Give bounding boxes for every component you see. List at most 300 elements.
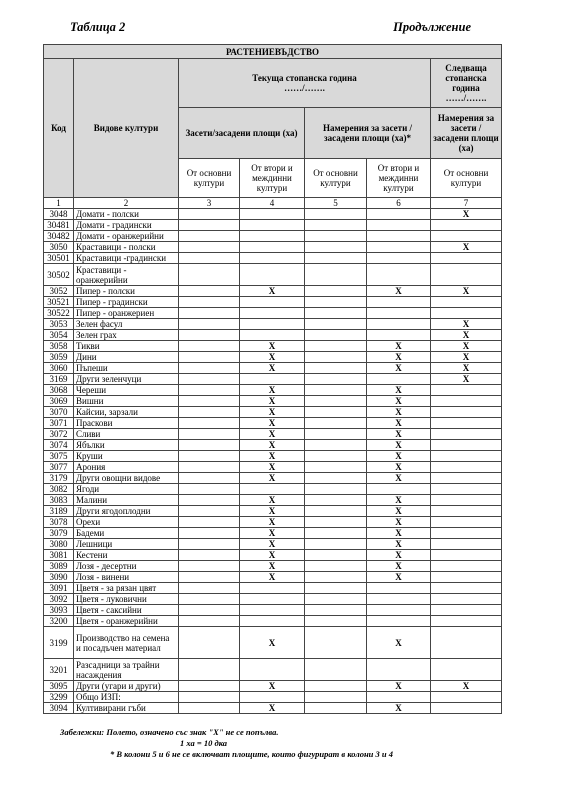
row-crop-name: Лозя - винени [74,572,179,583]
row-c6[interactable]: X [367,506,431,517]
row-c6[interactable] [367,605,431,616]
row-c7[interactable] [431,703,502,714]
table-row [44,319,502,330]
row-c3[interactable] [179,659,240,681]
row-c6[interactable] [367,209,431,220]
row-c3[interactable] [179,550,240,561]
row-c4[interactable]: X [240,385,305,396]
next-year-label: Следваща стопанска година [445,63,487,93]
row-code: 30522 [44,308,74,319]
row-c3[interactable] [179,594,240,605]
row-code: 3060 [44,363,74,374]
table-row [44,297,502,308]
row-c6[interactable] [367,220,431,231]
table-row [44,374,502,385]
row-c5[interactable] [305,605,367,616]
row-c7[interactable] [431,495,502,506]
row-c5[interactable] [305,451,367,462]
table-row [44,561,502,572]
row-c7[interactable] [431,550,502,561]
row-c5[interactable] [305,440,367,451]
row-c5[interactable] [305,583,367,594]
row-c4[interactable]: X [240,429,305,440]
row-code: 3074 [44,440,74,451]
row-c5[interactable] [305,681,367,692]
row-c4[interactable] [240,264,305,286]
row-code: 3200 [44,616,74,627]
next-intended-header: Намерения за засети /засадени площи (ха) [431,108,502,159]
row-c6[interactable]: X [367,627,431,659]
row-c6[interactable]: X [367,473,431,484]
table-row [44,396,502,407]
table-row [44,242,502,253]
row-crop-name: Пипер - градински [74,297,179,308]
row-c4[interactable]: X [240,341,305,352]
row-c5[interactable] [305,341,367,352]
table-row [44,605,502,616]
row-c3[interactable] [179,495,240,506]
row-crop-name: Череши [74,385,179,396]
row-c5[interactable] [305,594,367,605]
col-number: 4 [240,198,305,209]
row-c5[interactable] [305,385,367,396]
row-c7[interactable] [431,616,502,627]
row-c7[interactable] [431,220,502,231]
row-c5[interactable] [305,473,367,484]
table-row [44,616,502,627]
row-c3[interactable] [179,572,240,583]
row-c3[interactable] [179,462,240,473]
row-c6[interactable] [367,583,431,594]
row-code: 3090 [44,572,74,583]
table-row [44,220,502,231]
row-c4[interactable]: X [240,352,305,363]
row-c4[interactable]: X [240,473,305,484]
row-crop-name: Други (угари и други) [74,681,179,692]
table-row [44,330,502,341]
row-c7[interactable] [431,264,502,286]
row-c7[interactable] [431,462,502,473]
c5-header: От основни култури [305,159,367,198]
row-c7[interactable] [431,451,502,462]
row-c6[interactable]: X [367,385,431,396]
row-c3[interactable] [179,451,240,462]
row-c7[interactable]: X [431,341,502,352]
row-c3[interactable] [179,506,240,517]
table-row [44,308,502,319]
row-c5[interactable] [305,308,367,319]
row-c6[interactable]: X [367,286,431,297]
row-c3[interactable] [179,583,240,594]
row-c6[interactable]: X [367,396,431,407]
row-c6[interactable] [367,594,431,605]
row-crop-name: Разсадници за трайни насаждения [74,659,179,681]
row-c5[interactable] [305,550,367,561]
row-c7[interactable]: X [431,319,502,330]
row-c4[interactable] [240,594,305,605]
row-c3[interactable] [179,297,240,308]
row-c5[interactable] [305,319,367,330]
row-c3[interactable] [179,231,240,242]
row-c4[interactable] [240,253,305,264]
row-crop-name: Дини [74,352,179,363]
c7-header: От основни култури [431,159,502,198]
table-row [44,286,502,297]
row-c3[interactable] [179,396,240,407]
row-code: 30482 [44,231,74,242]
row-c7[interactable]: X [431,352,502,363]
row-c5[interactable] [305,286,367,297]
row-c4[interactable]: X [240,681,305,692]
row-c5[interactable] [305,407,367,418]
table-row [44,264,502,286]
row-c7[interactable] [431,539,502,550]
row-c6[interactable]: X [367,681,431,692]
row-code: 3169 [44,374,74,385]
row-c7[interactable] [431,396,502,407]
row-c5[interactable] [305,297,367,308]
row-c6[interactable]: X [367,440,431,451]
row-c6[interactable]: X [367,418,431,429]
row-c5[interactable] [305,495,367,506]
row-crop-name: Кайсии, зарзали [74,407,179,418]
row-c3[interactable] [179,692,240,703]
row-code: 3082 [44,484,74,495]
row-code: 3053 [44,319,74,330]
row-c3[interactable] [179,352,240,363]
row-code: 3052 [44,286,74,297]
row-code: 30501 [44,253,74,264]
row-c3[interactable] [179,703,240,714]
row-c5[interactable] [305,330,367,341]
row-c3[interactable] [179,209,240,220]
row-c4[interactable] [240,605,305,616]
row-c6[interactable] [367,330,431,341]
row-code: 3083 [44,495,74,506]
table-row [44,583,502,594]
row-c3[interactable] [179,517,240,528]
row-c7[interactable] [431,308,502,319]
row-c5[interactable] [305,528,367,539]
row-c7[interactable]: X [431,363,502,374]
row-c7[interactable] [431,407,502,418]
row-c5[interactable] [305,561,367,572]
row-c5[interactable] [305,517,367,528]
row-c7[interactable]: X [431,374,502,385]
row-c3[interactable] [179,374,240,385]
row-c4[interactable]: X [240,572,305,583]
row-crop-name: Производство на семена и посадъчен материал [74,627,179,659]
row-c7[interactable] [431,440,502,451]
row-c4[interactable]: X [240,561,305,572]
row-crop-name: Домати - полски [74,209,179,220]
row-c6[interactable] [367,319,431,330]
row-c4[interactable]: X [240,462,305,473]
row-c3[interactable] [179,308,240,319]
row-c5[interactable] [305,506,367,517]
row-crop-name: Лозя - десертни [74,561,179,572]
row-c7[interactable] [431,429,502,440]
row-c5[interactable] [305,659,367,681]
row-c6[interactable]: X [367,550,431,561]
row-c5[interactable] [305,484,367,495]
row-c5[interactable] [305,363,367,374]
row-c4[interactable] [240,692,305,703]
row-c6[interactable] [367,374,431,385]
row-c4[interactable]: X [240,418,305,429]
row-c6[interactable] [367,308,431,319]
row-c4[interactable]: X [240,440,305,451]
row-c7[interactable] [431,583,502,594]
row-c4[interactable]: X [240,506,305,517]
row-c7[interactable] [431,506,502,517]
table-row [44,681,502,692]
table-row [44,231,502,242]
row-c3[interactable] [179,407,240,418]
row-c7[interactable] [431,484,502,495]
row-c3[interactable] [179,385,240,396]
row-c3[interactable] [179,341,240,352]
row-crop-name: Пипер - полски [74,286,179,297]
row-c7[interactable] [431,627,502,659]
row-code: 3089 [44,561,74,572]
row-c6[interactable] [367,484,431,495]
row-c6[interactable]: X [367,703,431,714]
row-c4[interactable] [240,659,305,681]
row-c6[interactable]: X [367,352,431,363]
row-code: 3068 [44,385,74,396]
row-c3[interactable] [179,561,240,572]
row-c4[interactable] [240,484,305,495]
row-code: 3069 [44,396,74,407]
row-c4[interactable] [240,220,305,231]
table-row [44,703,502,714]
row-c5[interactable] [305,627,367,659]
row-c3[interactable] [179,264,240,286]
table-row [44,539,502,550]
row-c5[interactable] [305,539,367,550]
row-c6[interactable]: X [367,407,431,418]
row-c4[interactable]: X [240,517,305,528]
row-c4[interactable] [240,319,305,330]
row-c3[interactable] [179,440,240,451]
row-c6[interactable] [367,297,431,308]
row-c6[interactable] [367,264,431,286]
row-c6[interactable] [367,659,431,681]
row-crop-name: Цветя - саксийни [74,605,179,616]
row-c5[interactable] [305,242,367,253]
row-c7[interactable] [431,659,502,681]
row-c4[interactable] [240,330,305,341]
table-row [44,418,502,429]
row-c5[interactable] [305,462,367,473]
row-c4[interactable]: X [240,627,305,659]
row-c5[interactable] [305,572,367,583]
c3-header: От основни култури [179,159,240,198]
row-c5[interactable] [305,374,367,385]
row-c5[interactable] [305,352,367,363]
row-c7[interactable]: X [431,242,502,253]
note-line-2: 1 ха = 10 дка [180,738,228,748]
row-c4[interactable]: X [240,550,305,561]
row-c7[interactable] [431,385,502,396]
row-c7[interactable]: X [431,681,502,692]
table-row [44,429,502,440]
row-c7[interactable] [431,231,502,242]
row-crop-name: Други овощни видове [74,473,179,484]
row-c7[interactable] [431,473,502,484]
row-c6[interactable]: X [367,539,431,550]
row-c5[interactable] [305,418,367,429]
col-number: 1 [44,198,74,209]
table-row [44,473,502,484]
row-crop-name: Зелен грах [74,330,179,341]
row-c5[interactable] [305,396,367,407]
row-c7[interactable] [431,692,502,703]
table-row [44,528,502,539]
row-c7[interactable]: X [431,286,502,297]
row-c4[interactable] [240,308,305,319]
row-c7[interactable] [431,418,502,429]
row-c7[interactable] [431,297,502,308]
next-year-header [431,59,502,108]
table-row [44,209,502,220]
row-code: 3093 [44,605,74,616]
row-c3[interactable] [179,363,240,374]
row-c4[interactable]: X [240,451,305,462]
row-crop-name: Пъпеши [74,363,179,374]
row-c3[interactable] [179,605,240,616]
row-c3[interactable] [179,286,240,297]
row-c4[interactable]: X [240,407,305,418]
row-c7[interactable] [431,517,502,528]
row-c4[interactable] [240,231,305,242]
row-c3[interactable] [179,220,240,231]
row-c3[interactable] [179,539,240,550]
row-c6[interactable]: X [367,528,431,539]
row-c4[interactable]: X [240,703,305,714]
row-c3[interactable] [179,484,240,495]
row-c6[interactable] [367,616,431,627]
row-code: 3054 [44,330,74,341]
row-crop-name: Круши [74,451,179,462]
row-c3[interactable] [179,681,240,692]
row-c3[interactable] [179,616,240,627]
row-c4[interactable]: X [240,539,305,550]
table-row [44,572,502,583]
table-row [44,385,502,396]
row-c6[interactable] [367,253,431,264]
row-crop-name: Краставици - полски [74,242,179,253]
row-c6[interactable]: X [367,517,431,528]
row-c7[interactable] [431,561,502,572]
table-row [44,352,502,363]
row-code: 3091 [44,583,74,594]
row-c7[interactable] [431,605,502,616]
row-c4[interactable] [240,297,305,308]
row-c6[interactable]: X [367,341,431,352]
row-c5[interactable] [305,209,367,220]
row-c6[interactable]: X [367,495,431,506]
row-c6[interactable] [367,692,431,703]
row-c5[interactable] [305,253,367,264]
row-c6[interactable]: X [367,451,431,462]
row-c6[interactable]: X [367,363,431,374]
row-c7[interactable]: X [431,209,502,220]
crops-table [43,44,502,714]
table-row [44,363,502,374]
row-c3[interactable] [179,253,240,264]
row-c3[interactable] [179,473,240,484]
row-c3[interactable] [179,319,240,330]
row-c6[interactable] [367,231,431,242]
row-c6[interactable]: X [367,462,431,473]
row-code: 30502 [44,264,74,286]
row-c6[interactable] [367,242,431,253]
row-c5[interactable] [305,616,367,627]
row-c4[interactable] [240,242,305,253]
row-c5[interactable] [305,692,367,703]
row-c4[interactable]: X [240,528,305,539]
row-c4[interactable]: X [240,363,305,374]
row-c3[interactable] [179,418,240,429]
table-row [44,462,502,473]
row-c4[interactable]: X [240,286,305,297]
col-number: 6 [367,198,431,209]
table-row [44,550,502,561]
row-c4[interactable]: X [240,495,305,506]
c6-header: От втори и междинни култури [367,159,431,198]
row-c4[interactable] [240,583,305,594]
table-row [44,517,502,528]
next-year-dots: ……/……. [445,93,487,103]
row-c5[interactable] [305,231,367,242]
row-c6[interactable]: X [367,561,431,572]
row-crop-name: Сливи [74,429,179,440]
row-code: 3072 [44,429,74,440]
row-c7[interactable]: X [431,330,502,341]
table-row [44,407,502,418]
row-c7[interactable] [431,594,502,605]
row-crop-name: Малини [74,495,179,506]
row-c5[interactable] [305,429,367,440]
row-c4[interactable] [240,374,305,385]
row-c5[interactable] [305,703,367,714]
row-c3[interactable] [179,429,240,440]
row-c7[interactable] [431,253,502,264]
row-c6[interactable]: X [367,429,431,440]
intended-header: Намерения за засети /засадени площи (ха)* [305,108,431,159]
row-c5[interactable] [305,220,367,231]
row-c4[interactable]: X [240,396,305,407]
crop-rows [44,209,502,714]
row-c3[interactable] [179,330,240,341]
row-c3[interactable] [179,242,240,253]
row-c3[interactable] [179,528,240,539]
row-c7[interactable] [431,528,502,539]
row-c7[interactable] [431,572,502,583]
row-crop-name: Зелен фасул [74,319,179,330]
row-c6[interactable]: X [367,572,431,583]
row-c4[interactable] [240,209,305,220]
row-code: 3077 [44,462,74,473]
row-code: 3071 [44,418,74,429]
row-c5[interactable] [305,264,367,286]
row-c4[interactable] [240,616,305,627]
row-c3[interactable] [179,627,240,659]
table-row [44,484,502,495]
table-row [44,341,502,352]
